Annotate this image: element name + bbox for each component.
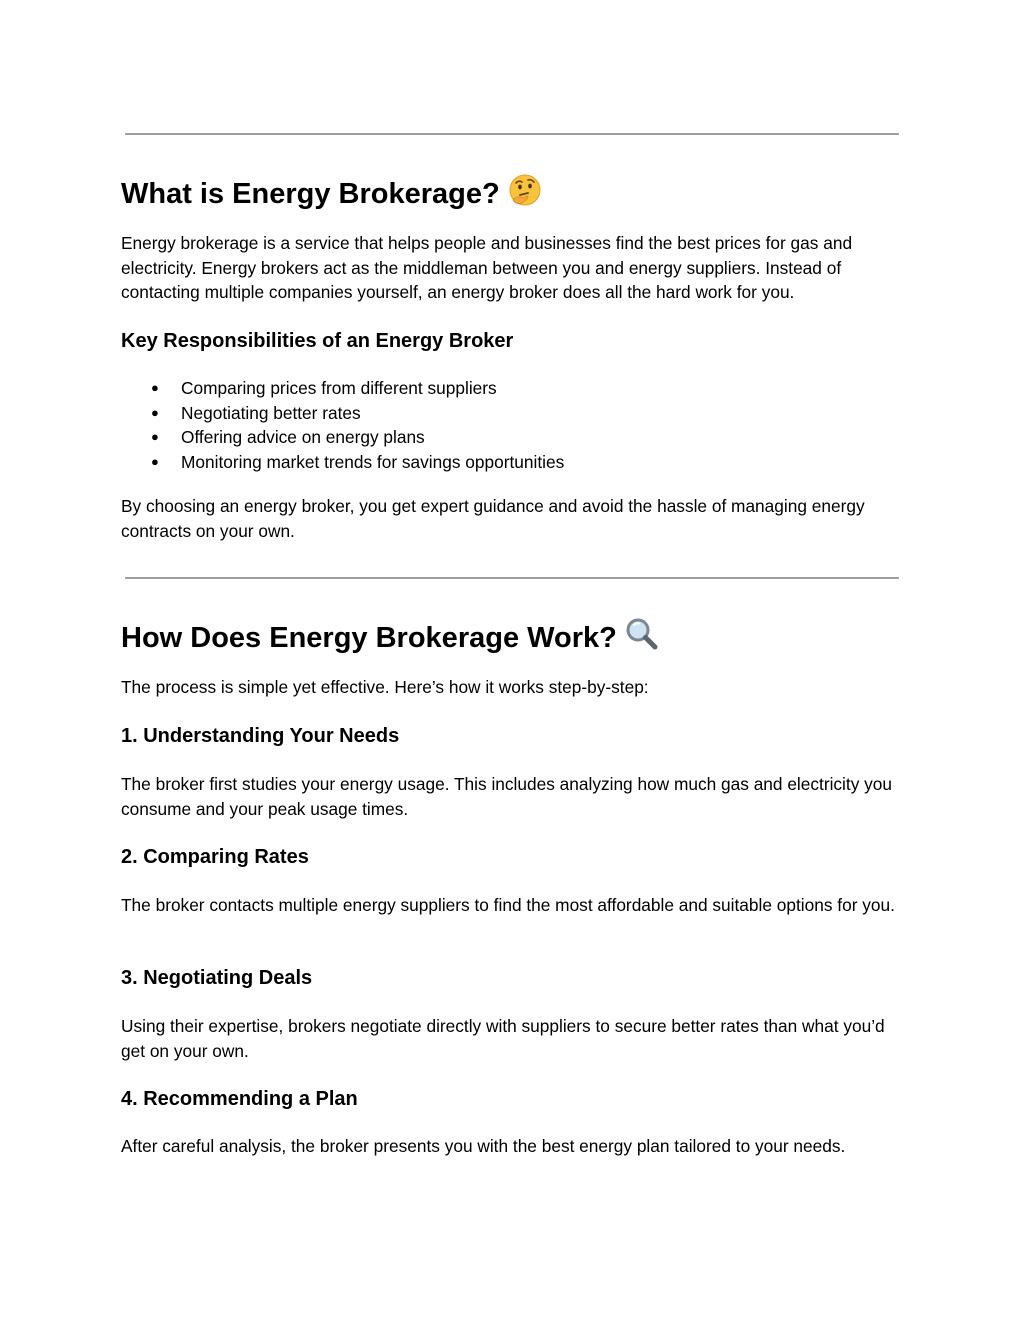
step-body: Using their expertise, brokers negotiate directly with suppliers to secure better rates than what you’d get on your own.: [121, 1016, 885, 1061]
step-body: After careful analysis, the broker presents you with the best energy plan tailored to your needs.: [121, 1136, 846, 1156]
list-item-text: Offering advice on energy plans: [181, 427, 425, 447]
list-item: [121, 376, 564, 401]
bullet-icon: ●: [151, 453, 159, 469]
section-title-what-is: [121, 173, 542, 216]
step-heading: 2. Comparing Rates: [121, 846, 309, 868]
intro-paragraph: Energy brokerage is a service that helps people and businesses find the best prices for gas and electricity. Energy brokers act as the middleman between you and energy suppliers. Instead of contacting multiple companies yourself, an energy broker does all the hard work for you.: [121, 233, 853, 302]
thinking-face-icon: [508, 173, 542, 216]
step-body: The broker first studies your energy usage. This includes analyzing how much gas and electricity you consume and your peak usage times.: [121, 774, 893, 819]
section-title-text: What is Energy Brokerage?: [121, 178, 500, 210]
step-heading: 1. Understanding Your Needs: [121, 725, 400, 747]
how-intro-paragraph: The process is simple yet effective. Here’s how it works step-by-step:: [121, 677, 649, 697]
list-item: [121, 425, 564, 450]
divider-middle: [125, 577, 899, 579]
magnifying-glass-icon: [625, 617, 659, 660]
list-item: [121, 450, 564, 475]
list-item-text: Negotiating better rates: [181, 402, 361, 423]
bullet-icon: ●: [151, 380, 159, 395]
list-item-text: Monitoring market trends for savings opportunities: [181, 451, 565, 472]
bullet-icon: ●: [151, 404, 159, 420]
list-item: [121, 401, 564, 426]
responsibilities-list: [121, 376, 564, 474]
bullet-icon: ●: [151, 429, 159, 444]
step-heading: 4. Recommending a Plan: [121, 1088, 358, 1110]
list-item-text: Comparing prices from different suppliers: [181, 378, 497, 398]
step-body: The broker contacts multiple energy suppliers to find the most affordable and suitable options for you.: [121, 895, 895, 915]
closing-paragraph: By choosing an energy broker, you get expert guidance and avoid the hassle of managing energy contracts on your own.: [121, 496, 865, 541]
section-title-text: How Does Energy Brokerage Work?: [121, 622, 617, 654]
divider-top: [125, 133, 899, 135]
step-heading: 3. Negotiating Deals: [121, 967, 313, 989]
subheading-key-responsibilities: Key Responsibilities of an Energy Broker: [121, 330, 514, 352]
section-title-how-does: [121, 617, 659, 660]
